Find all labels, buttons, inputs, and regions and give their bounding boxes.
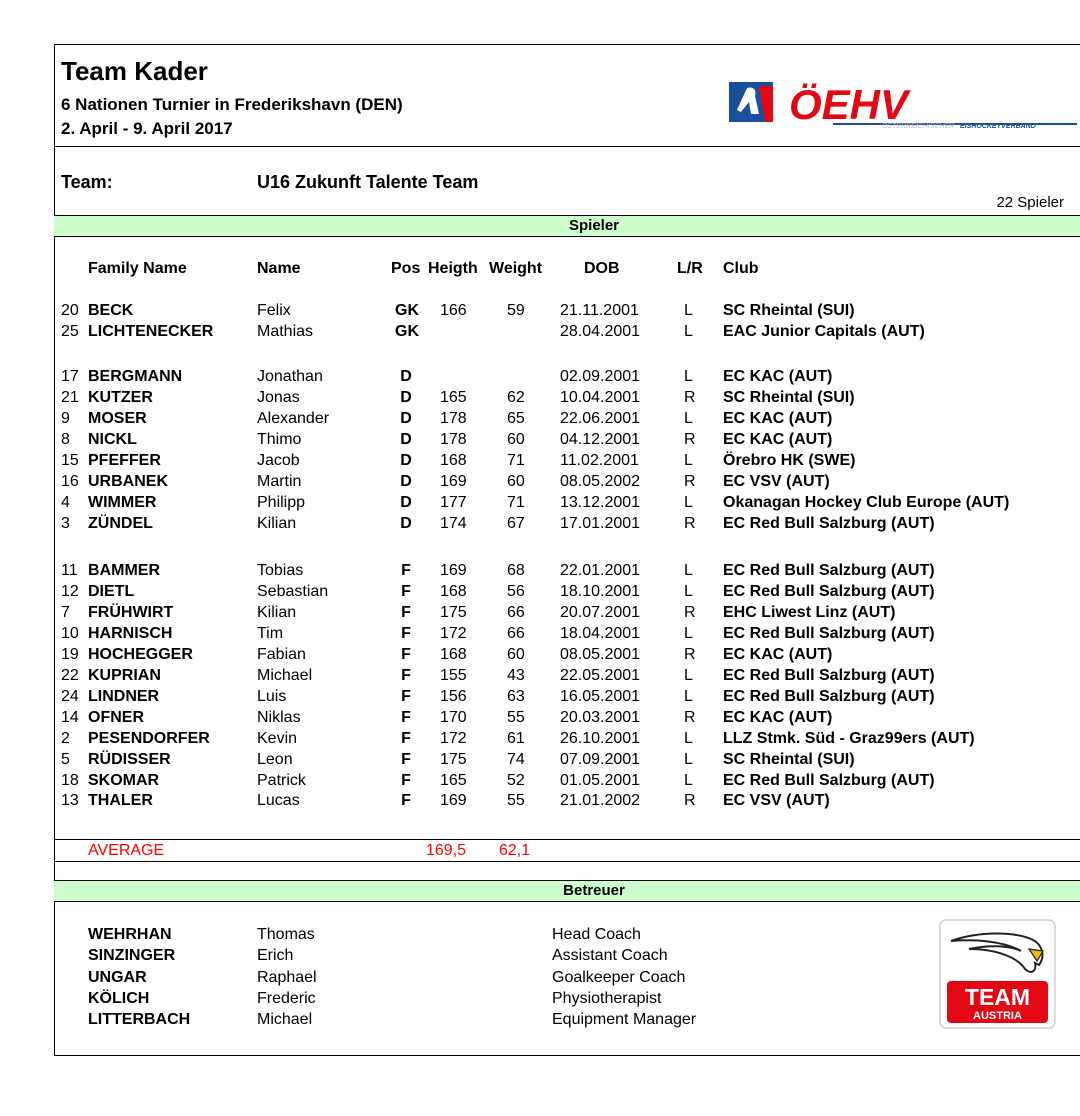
- cell-club: EC VSV (AUT): [723, 792, 830, 810]
- cell-club: Okanagan Hockey Club Europe (AUT): [723, 493, 1010, 511]
- table-row: [0, 515, 1080, 536]
- cell-name: Niklas: [257, 708, 301, 726]
- cell-weight: 67: [507, 514, 525, 532]
- cell-lr: L: [684, 624, 693, 642]
- cell-lr: L: [684, 409, 693, 427]
- cell-lr: R: [684, 388, 696, 406]
- table-row: [0, 302, 1080, 323]
- cell-family: RÜDISSER: [88, 750, 171, 768]
- table-row: [0, 646, 1080, 667]
- cell-num: 12: [61, 582, 79, 600]
- cell-lr: L: [684, 493, 693, 511]
- cell-family: THALER: [88, 792, 153, 810]
- cell-num: 14: [61, 708, 79, 726]
- cell-num: 3: [61, 514, 70, 532]
- cell-weight: 60: [507, 430, 525, 448]
- team-name: U16 Zukunft Talente Team: [257, 172, 479, 192]
- staff-row: [0, 1011, 1080, 1032]
- table-row: [0, 709, 1080, 730]
- cell-height: 172: [440, 729, 467, 747]
- staff-role: Head Coach: [552, 926, 641, 943]
- cell-height: 178: [440, 409, 467, 427]
- average-label: AVERAGE: [88, 842, 165, 859]
- cell-club: EHC Liwest Linz (AUT): [723, 603, 896, 621]
- cell-club: EC KAC (AUT): [723, 708, 833, 726]
- cell-weight: 56: [507, 582, 525, 600]
- column-header-lr: L/R: [677, 260, 703, 277]
- cell-club: SC Rheintal (SUI): [723, 750, 855, 768]
- cell-height: 170: [440, 708, 467, 726]
- badge-team-text: TEAM: [964, 984, 1031, 1010]
- cell-pos: F: [401, 771, 411, 789]
- table-row: [0, 494, 1080, 515]
- staff-role: Physiotherapist: [552, 989, 662, 1007]
- average-height: 169,5: [426, 842, 467, 859]
- cell-num: 20: [61, 302, 79, 319]
- column-header-dob: DOB: [584, 260, 620, 277]
- cell-family: HARNISCH: [88, 624, 173, 642]
- cell-name: Martin: [257, 472, 302, 490]
- cell-num: 8: [61, 430, 70, 448]
- oehv-logo-text: ÖEHV: [789, 81, 909, 128]
- cell-dob: 08.05.2001: [560, 645, 641, 663]
- cell-height: 168: [440, 451, 467, 469]
- cell-weight: 52: [507, 771, 525, 789]
- cell-num: 13: [61, 792, 79, 810]
- cell-name: Jonas: [257, 388, 300, 406]
- cell-lr: R: [684, 708, 696, 726]
- cell-weight: 61: [507, 729, 525, 747]
- staff-family: KÖLICH: [88, 989, 150, 1007]
- cell-name: Thimo: [257, 430, 302, 448]
- cell-height: 169: [440, 792, 467, 810]
- cell-height: 169: [440, 472, 467, 490]
- event-dates: 2. April - 9. April 2017: [61, 119, 233, 138]
- cell-pos: GK: [395, 322, 419, 340]
- cell-lr: R: [684, 472, 696, 490]
- cell-family: URBANEK: [88, 472, 168, 490]
- staff-family: LITTERBACH: [88, 1011, 191, 1028]
- cell-dob: 10.04.2001: [560, 388, 641, 406]
- cell-pos: D: [400, 493, 412, 511]
- cell-pos: F: [401, 792, 411, 810]
- cell-num: 5: [61, 750, 70, 768]
- cell-family: LICHTENECKER: [88, 322, 214, 340]
- cell-name: Kilian: [257, 514, 297, 532]
- cell-num: 21: [61, 388, 79, 406]
- cell-dob: 22.05.2001: [560, 666, 641, 684]
- cell-weight: 66: [507, 624, 525, 642]
- cell-lr: R: [684, 514, 696, 532]
- cell-height: 168: [440, 645, 467, 663]
- cell-weight: 43: [507, 666, 525, 684]
- cell-club: EC VSV (AUT): [723, 472, 830, 490]
- document-frame: [54, 44, 1080, 1056]
- cell-height: 156: [440, 687, 467, 705]
- cell-dob: 21.01.2002: [560, 792, 641, 810]
- cell-weight: 62: [507, 388, 525, 406]
- team-austria-logo: [939, 919, 1056, 1029]
- cell-name: Kilian: [257, 603, 297, 621]
- staff-role: Assistant Coach: [552, 947, 668, 965]
- staff-family: UNGAR: [88, 968, 147, 986]
- cell-dob: 04.12.2001: [560, 430, 641, 448]
- cell-name: Fabian: [257, 645, 306, 663]
- cell-weight: 60: [507, 645, 525, 663]
- cell-num: 25: [61, 322, 79, 340]
- staff-row: [0, 990, 1080, 1011]
- cell-name: Kevin: [257, 729, 298, 747]
- cell-family: PFEFFER: [88, 451, 161, 469]
- cell-pos: D: [400, 388, 412, 406]
- table-row: [0, 625, 1080, 646]
- cell-height: 165: [440, 388, 467, 406]
- cell-num: 17: [61, 368, 79, 385]
- cell-num: 10: [61, 624, 79, 642]
- cell-height: 155: [440, 666, 467, 684]
- table-row: [0, 583, 1080, 604]
- cell-pos: D: [400, 514, 412, 532]
- cell-lr: R: [684, 603, 696, 621]
- cell-pos: D: [400, 472, 412, 490]
- logo-subtext-light: ÖSTERREICHISCHER: [882, 123, 955, 130]
- cell-dob: 18.04.2001: [560, 624, 641, 642]
- cell-height: 165: [440, 771, 467, 789]
- cell-club: SC Rheintal (SUI): [723, 388, 855, 406]
- cell-num: 16: [61, 472, 79, 490]
- cell-family: ZÜNDEL: [88, 514, 153, 532]
- table-row: [0, 751, 1080, 772]
- cell-club: EC KAC (AUT): [723, 430, 833, 448]
- staff-name: Erich: [257, 947, 294, 965]
- table-row: [0, 792, 1080, 813]
- cell-family: FRÜHWIRT: [88, 603, 174, 621]
- cell-dob: 21.11.2001: [560, 302, 639, 319]
- average-weight: 62,1: [499, 842, 531, 859]
- divider: [54, 861, 1080, 862]
- cell-lr: L: [684, 322, 693, 340]
- page-title: Team Kader: [61, 56, 208, 86]
- cell-name: Luis: [257, 687, 287, 705]
- cell-weight: 71: [507, 451, 525, 469]
- cell-lr: L: [684, 666, 693, 684]
- cell-name: Mathias: [257, 322, 314, 340]
- cell-club: EC Red Bull Salzburg (AUT): [723, 666, 935, 684]
- table-row: [0, 323, 1080, 344]
- cell-dob: 02.09.2001: [560, 368, 641, 385]
- cell-family: KUPRIAN: [88, 666, 161, 684]
- cell-lr: R: [684, 645, 696, 663]
- cell-pos: GK: [395, 302, 419, 319]
- cell-dob: 16.05.2001: [560, 687, 641, 705]
- cell-pos: D: [400, 451, 412, 469]
- cell-club: EAC Junior Capitals (AUT): [723, 322, 925, 340]
- cell-club: EC Red Bull Salzburg (AUT): [723, 514, 935, 532]
- table-row: [0, 452, 1080, 473]
- cell-club: EC Red Bull Salzburg (AUT): [723, 624, 935, 642]
- cell-family: KUTZER: [88, 388, 153, 406]
- cell-dob: 01.05.2001: [560, 771, 641, 789]
- table-row: [0, 410, 1080, 431]
- cell-lr: L: [684, 582, 693, 600]
- table-row: [0, 688, 1080, 709]
- cell-lr: R: [684, 792, 696, 810]
- cell-num: 19: [61, 645, 79, 663]
- cell-lr: L: [684, 562, 693, 579]
- cell-club: EC Red Bull Salzburg (AUT): [723, 771, 935, 789]
- table-row: [0, 562, 1080, 583]
- cell-dob: 13.12.2001: [560, 493, 641, 511]
- cell-num: 11: [61, 562, 78, 579]
- cell-weight: 68: [507, 562, 525, 579]
- table-row: [0, 473, 1080, 494]
- cell-height: 175: [440, 603, 467, 621]
- cell-pos: F: [401, 729, 411, 747]
- cell-weight: 65: [507, 409, 525, 427]
- cell-name: Alexander: [257, 409, 330, 427]
- cell-dob: 18.10.2001: [560, 582, 641, 600]
- cell-family: OFNER: [88, 708, 144, 726]
- cell-club: EC KAC (AUT): [723, 368, 833, 385]
- cell-lr: L: [684, 302, 693, 319]
- staff-family: WEHRHAN: [88, 926, 172, 943]
- cell-pos: F: [401, 666, 411, 684]
- table-row: [0, 389, 1080, 410]
- cell-family: BECK: [88, 302, 134, 319]
- cell-pos: F: [401, 708, 411, 726]
- logo-subtext-bold: EISHOCKEYVERBAND: [960, 123, 1036, 130]
- cell-family: BAMMER: [88, 562, 160, 579]
- cell-name: Tim: [257, 624, 284, 642]
- staff-role: Equipment Manager: [552, 1011, 697, 1028]
- staff-row: [0, 969, 1080, 990]
- cell-weight: 63: [507, 687, 525, 705]
- divider: [54, 839, 1080, 840]
- cell-num: 22: [61, 666, 79, 684]
- staff-family: SINZINGER: [88, 947, 176, 965]
- table-row: [0, 368, 1080, 389]
- cell-lr: L: [684, 368, 693, 385]
- cell-club: EC Red Bull Salzburg (AUT): [723, 582, 935, 600]
- staff-row: [0, 947, 1080, 968]
- cell-num: 4: [61, 493, 70, 511]
- cell-height: 169: [440, 562, 467, 579]
- cell-pos: D: [400, 409, 412, 427]
- staff-name: Michael: [257, 1011, 313, 1028]
- table-row: [0, 772, 1080, 793]
- cell-pos: D: [400, 368, 412, 385]
- cell-weight: 74: [507, 750, 525, 768]
- cell-family: HOCHEGGER: [88, 645, 193, 663]
- players-section-title: Spieler: [568, 217, 620, 234]
- cell-dob: 11.02.2001: [560, 451, 639, 469]
- cell-name: Felix: [257, 302, 291, 319]
- cell-family: NICKL: [88, 430, 137, 448]
- cell-pos: F: [401, 750, 411, 768]
- staff-name: Frederic: [257, 989, 316, 1007]
- table-row: [0, 667, 1080, 688]
- staff-name: Thomas: [257, 926, 315, 943]
- cell-name: Michael: [257, 666, 313, 684]
- cell-club: LLZ Stmk. Süd - Graz99ers (AUT): [723, 729, 975, 747]
- table-row: [0, 604, 1080, 625]
- cell-dob: 22.01.2001: [560, 562, 641, 579]
- team-austria-badge: [939, 919, 1056, 1029]
- cell-num: 18: [61, 771, 79, 789]
- cell-family: DIETL: [88, 582, 135, 600]
- cell-weight: 60: [507, 472, 525, 490]
- cell-name: Patrick: [257, 771, 306, 789]
- cell-dob: 28.04.2001: [560, 322, 641, 340]
- cell-club: Örebro HK (SWE): [723, 451, 856, 469]
- cell-height: 175: [440, 750, 467, 768]
- divider: [54, 146, 1080, 147]
- cell-height: 178: [440, 430, 467, 448]
- staff-section-header: [54, 880, 1080, 902]
- cell-club: EC KAC (AUT): [723, 409, 833, 427]
- cell-dob: 22.06.2001: [560, 409, 641, 427]
- badge-austria-text: AUSTRIA: [973, 1010, 1022, 1022]
- cell-num: 24: [61, 687, 79, 705]
- cell-family: MOSER: [88, 409, 147, 427]
- cell-name: Leon: [257, 750, 293, 768]
- cell-lr: L: [684, 451, 693, 469]
- cell-lr: L: [684, 687, 693, 705]
- column-header-height: Heigth: [428, 260, 478, 277]
- cell-num: 2: [61, 729, 70, 747]
- cell-weight: 66: [507, 603, 525, 621]
- cell-pos: F: [401, 582, 411, 600]
- player-count: 22 Spieler: [996, 194, 1064, 211]
- cell-dob: 20.03.2001: [560, 708, 641, 726]
- staff-role: Goalkeeper Coach: [552, 968, 686, 986]
- table-row: [0, 431, 1080, 452]
- column-header-pos: Pos: [391, 260, 421, 277]
- cell-family: SKOMAR: [88, 771, 160, 789]
- cell-name: Jonathan: [257, 368, 323, 385]
- cell-name: Sebastian: [257, 582, 329, 600]
- cell-height: 166: [440, 302, 467, 319]
- column-header-club: Club: [723, 260, 759, 277]
- cell-weight: 59: [507, 302, 525, 319]
- cell-pos: F: [401, 624, 411, 642]
- cell-family: PESENDORFER: [88, 729, 210, 747]
- cell-height: 172: [440, 624, 467, 642]
- cell-lr: L: [684, 729, 693, 747]
- cell-pos: F: [401, 687, 411, 705]
- cell-height: 168: [440, 582, 467, 600]
- column-header-name: Name: [257, 260, 301, 277]
- table-row: [0, 730, 1080, 751]
- cell-pos: F: [401, 603, 411, 621]
- cell-lr: R: [684, 430, 696, 448]
- cell-dob: 17.01.2001: [560, 514, 641, 532]
- cell-pos: D: [400, 430, 412, 448]
- column-header-family: Family Name: [88, 260, 187, 277]
- cell-num: 15: [61, 451, 79, 469]
- cell-club: EC Red Bull Salzburg (AUT): [723, 687, 935, 705]
- cell-name: Lucas: [257, 792, 300, 810]
- staff-section-title: Betreuer: [563, 882, 625, 899]
- cell-name: Philipp: [257, 493, 306, 511]
- cell-lr: L: [684, 771, 693, 789]
- cell-pos: F: [401, 645, 411, 663]
- cell-family: LINDNER: [88, 687, 160, 705]
- cell-dob: 08.05.2002: [560, 472, 641, 490]
- cell-weight: 71: [507, 493, 525, 511]
- cell-height: 177: [440, 493, 467, 511]
- cell-weight: 55: [507, 708, 525, 726]
- column-header-weight: Weight: [489, 260, 543, 277]
- cell-lr: L: [684, 750, 693, 768]
- team-label: Team:: [61, 172, 113, 192]
- cell-family: BERGMANN: [88, 368, 183, 385]
- cell-club: EC KAC (AUT): [723, 645, 833, 663]
- cell-family: WIMMER: [88, 493, 157, 511]
- cell-dob: 07.09.2001: [560, 750, 641, 768]
- cell-dob: 20.07.2001: [560, 603, 641, 621]
- cell-pos: F: [401, 562, 411, 579]
- staff-name: Raphael: [257, 968, 317, 986]
- cell-club: SC Rheintal (SUI): [723, 302, 855, 319]
- cell-name: Jacob: [257, 451, 300, 469]
- staff-row: [0, 926, 1080, 947]
- cell-dob: 26.10.2001: [560, 729, 641, 747]
- cell-height: 174: [440, 514, 467, 532]
- cell-weight: 55: [507, 792, 525, 810]
- cell-club: EC Red Bull Salzburg (AUT): [723, 562, 935, 579]
- cell-num: 9: [61, 409, 70, 427]
- event-name: 6 Nationen Turnier in Frederikshavn (DEN): [61, 95, 403, 114]
- players-section-header: [54, 215, 1080, 237]
- cell-num: 7: [61, 603, 70, 621]
- cell-name: Tobias: [257, 562, 304, 579]
